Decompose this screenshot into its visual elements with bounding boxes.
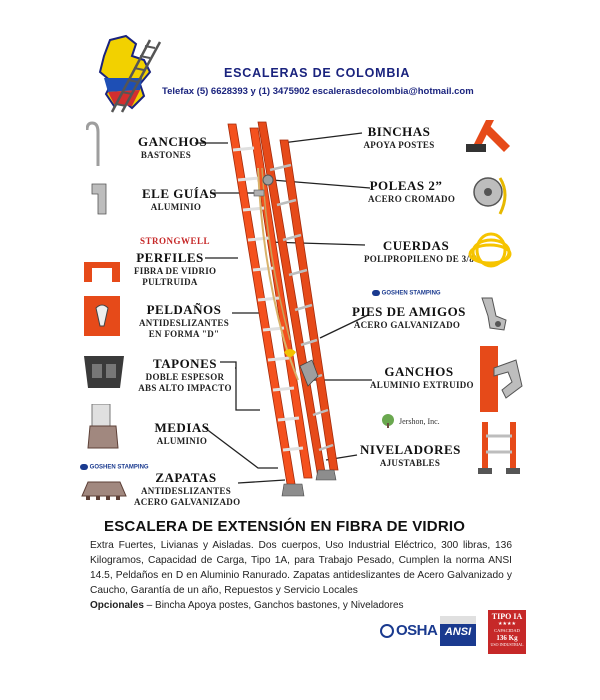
optional-label: Opcionales <box>90 600 144 611</box>
tipo-stars: ★★★★ <box>498 622 516 627</box>
label-pies-de-amigos <box>352 304 466 331</box>
label-subtitle: ANTIDESLIZANTES EN FORMA "D" <box>138 318 230 339</box>
tipo-use: USO INDUSTRIAL <box>490 642 524 647</box>
label-title: MEDIAS <box>154 420 210 435</box>
label-ganchos-aluminio <box>370 364 474 391</box>
label-subtitle: DOBLE ESPESOR ABS ALTO IMPACTO <box>138 372 232 393</box>
label-title: TAPONES <box>153 356 217 371</box>
label-title: NIVELADORES <box>360 442 461 457</box>
label-title: PELDAÑOS <box>146 302 222 317</box>
product-description: Extra Fuertes, Livianas y Aisladas. Dos cuerpos, Uso Industrial Eléctrico, 300 libras, 136 Kilogramos, Capacidad de Carga, Tipo 1A, para Trabajo Pesado, Cumplen la norma ANSI 14.5, Peldaños en D en Aluminio Ranurado. Zapatas antideslizantes de Acero Galvanizado y Caucho, Garantía de un año, Repuestos y Servicio Locales <box>90 540 512 596</box>
poleas-thumb <box>470 168 508 216</box>
label-subtitle: ANTIDESLIZANTES ACERO GALVANIZADO <box>134 486 241 507</box>
ganchos-bastones-thumb <box>86 120 110 168</box>
label-binchas <box>362 124 436 151</box>
ganchos-aluminio-thumb <box>476 346 524 412</box>
label-poleas <box>368 178 456 205</box>
label-subtitle: ACERO CROMADO <box>368 194 456 204</box>
goshen-logo-right <box>372 290 441 297</box>
label-subtitle: BASTONES <box>140 150 192 160</box>
jershon-text: Jershon, Inc. <box>399 416 440 426</box>
contact-info: Telefax (5) 6628393 y (1) 3475902 escalerasdecolombia@hotmail.com <box>162 86 474 97</box>
label-subtitle: ACERO GALVANIZADO <box>353 320 461 330</box>
tipo-label: TIPO IA <box>491 612 523 621</box>
label-title: BINCHAS <box>367 124 431 139</box>
label-subtitle: ALUMINIO <box>150 202 202 212</box>
ansi-text: ANSI <box>444 626 472 638</box>
company-logo <box>92 34 164 114</box>
label-perfiles <box>134 250 217 288</box>
tapones-thumb <box>82 350 126 390</box>
zapatas-thumb <box>80 476 128 502</box>
perfiles-thumb <box>82 258 122 284</box>
tipo-ia-badge <box>488 610 526 654</box>
label-subtitle: FIBRA DE VIDRIO PULTRUIDA <box>134 266 217 287</box>
label-ganchos-bastones <box>138 134 208 161</box>
goshen-text: GOSHEN STAMPING <box>381 290 441 297</box>
optional-text: – Bincha Apoya postes, Ganchos bastones, y Niveladores <box>143 600 404 611</box>
company-name: ESCALERAS DE COLOMBIA <box>224 66 411 80</box>
osha-text: OSHA <box>396 622 438 639</box>
goshen-text: GOSHEN STAMPING <box>89 464 149 471</box>
ansi-logo <box>440 616 476 646</box>
osha-icon <box>380 624 394 638</box>
label-subtitle: ALUMINIO <box>156 436 208 446</box>
goshen-icon <box>372 290 380 296</box>
peldanos-thumb <box>84 296 120 336</box>
label-title: ELE GUÍAS <box>142 186 217 201</box>
goshen-logo-left <box>80 464 149 471</box>
ansi-top-bar <box>440 616 476 624</box>
product-title: ESCALERA DE EXTENSIÓN EN FIBRA DE VIDRIO <box>104 518 466 535</box>
label-subtitle: POLIPROPILENO DE 3/8” <box>364 254 479 264</box>
niveladores-thumb <box>474 422 524 478</box>
label-zapatas <box>134 470 241 508</box>
label-subtitle: AJUSTABLES <box>379 458 441 468</box>
binchas-thumb <box>464 116 512 156</box>
pies-de-amigos-thumb <box>478 294 510 336</box>
label-title: GANCHOS <box>384 364 454 379</box>
label-cuerdas <box>364 238 479 265</box>
goshen-icon <box>80 464 88 470</box>
tipo-capacity-label: CAPACIDAD <box>494 628 520 633</box>
jershon-logo <box>380 414 440 428</box>
label-title: GANCHOS <box>138 134 208 149</box>
label-subtitle: ALUMINIO EXTRUIDO <box>370 380 474 390</box>
ele-guias-thumb <box>88 180 114 218</box>
label-peldanos <box>136 302 232 340</box>
label-title: CUERDAS <box>382 238 450 253</box>
cuerdas-thumb <box>468 222 514 278</box>
osha-logo <box>380 622 437 639</box>
label-title: POLEAS 2” <box>369 178 443 193</box>
label-title: ZAPATAS <box>155 470 217 485</box>
optional-items <box>90 600 510 611</box>
tree-icon <box>380 414 396 428</box>
label-title: PIES DE AMIGOS <box>352 304 466 319</box>
tipo-capacity-value: 136 Kg <box>496 634 518 642</box>
label-title: PERFILES <box>136 250 204 265</box>
label-subtitle: APOYA POSTES <box>363 140 435 150</box>
label-niveladores <box>360 442 460 469</box>
medias-thumb <box>86 404 120 452</box>
strongwell-logo: STRONGWELL <box>140 236 211 246</box>
label-tapones <box>136 356 234 394</box>
label-medias <box>154 420 210 447</box>
label-ele-guias <box>142 186 217 213</box>
